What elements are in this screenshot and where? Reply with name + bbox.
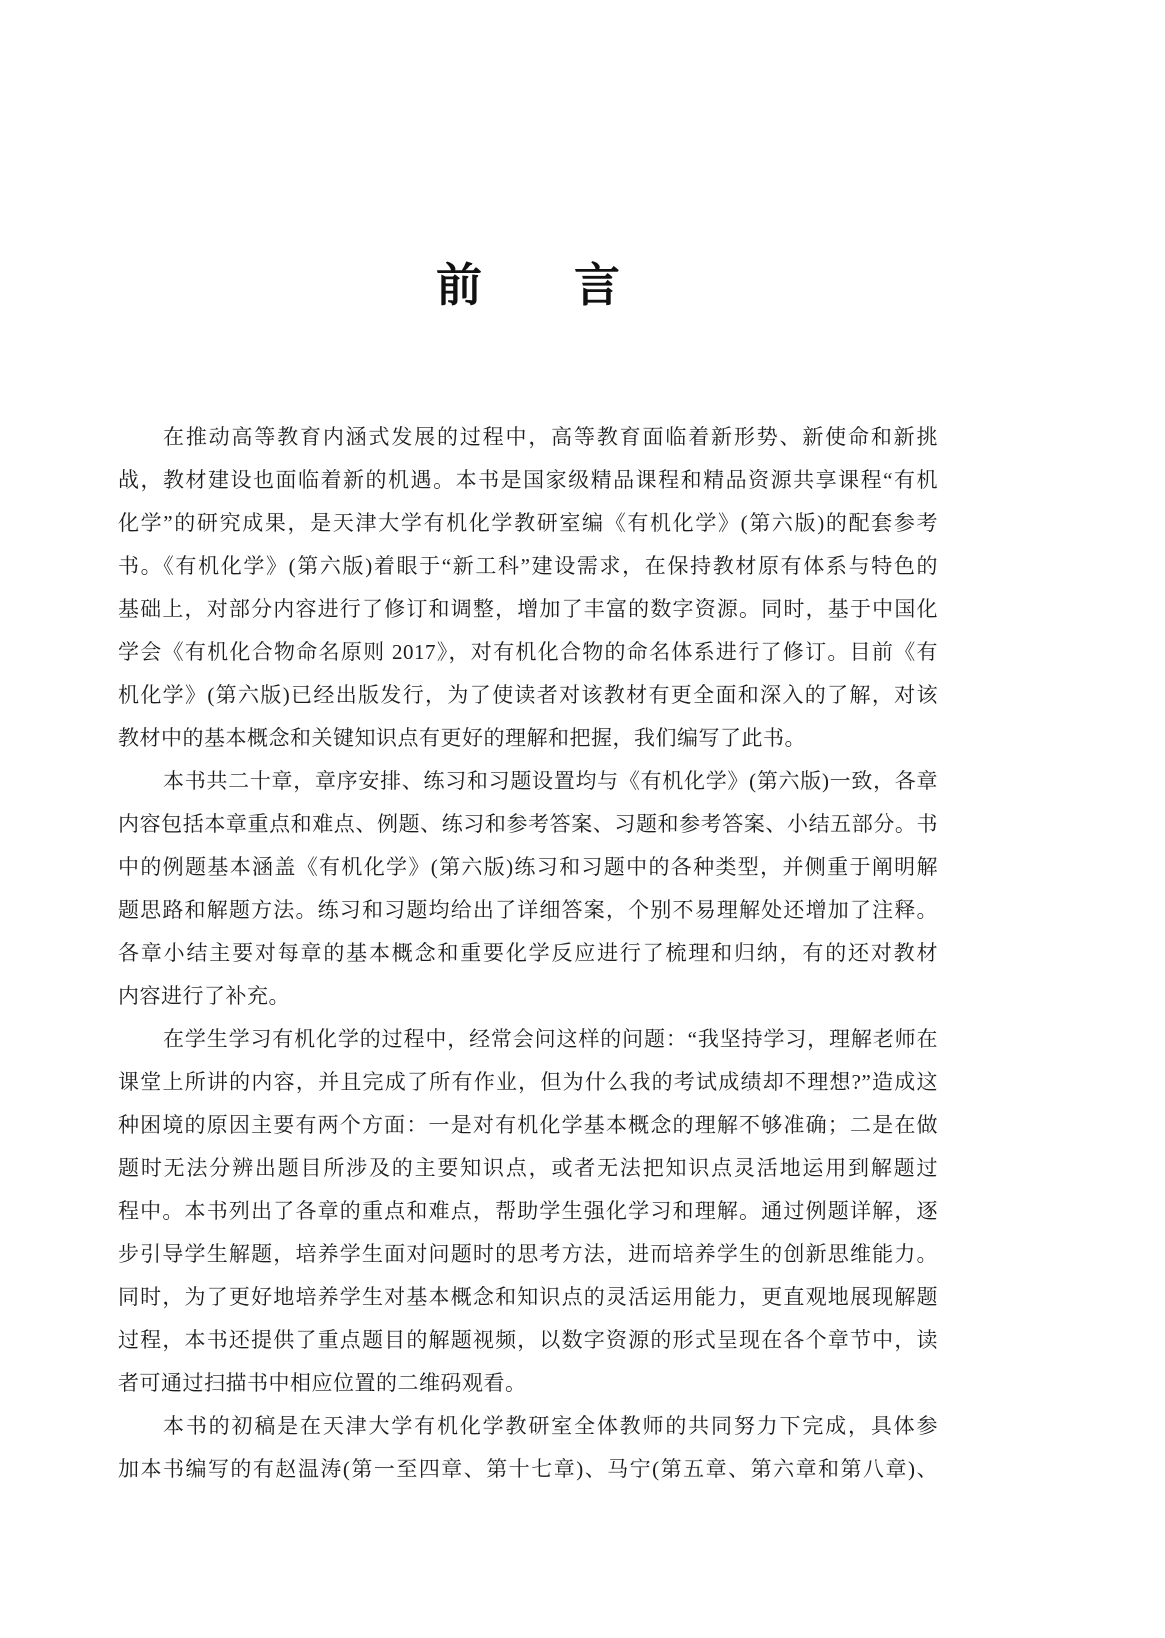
paragraph-3-line-6: 步引导学生解题，培养学生面对问题时的思考方法，进而培养学生的创新思维能力。 (118, 1242, 938, 1266)
paragraph-2-line-2: 内容包括本章重点和难点、例题、练习和参考答案、习题和参考答案、小结五部分。书 (118, 812, 938, 836)
paragraph-2-line-4: 题思路和解题方法。练习和习题均给出了详细答案，个别不易理解处还增加了注释。 (118, 898, 938, 922)
paragraph-1-line-4: 书。《有机化学》(第六版)着眼于“新工科”建设需求，在保持教材原有体系与特色的 (118, 554, 938, 578)
paragraph-3-line-7: 同时，为了更好地培养学生对基本概念和知识点的灵活运用能力，更直观地展现解题 (118, 1285, 938, 1309)
paragraph-2-line-3: 中的例题基本涵盖《有机化学》(第六版)练习和习题中的各种类型，并侧重于阐明解 (118, 855, 938, 879)
paragraph-1-line-5: 基础上，对部分内容进行了修订和调整，增加了丰富的数字资源。同时，基于中国化 (118, 597, 938, 621)
paragraph-4-line-2: 加本书编写的有赵温涛(第一至四章、第十七章)、马宁(第五章、第六章和第八章)、 (118, 1457, 938, 1481)
paragraph-3-line-1: 在学生学习有机化学的过程中，经常会问这样的问题：“我坚持学习，理解老师在 (163, 1027, 938, 1051)
paragraph-2-line-6: 内容进行了补充。 (118, 984, 290, 1008)
paragraph-4 (118, 1405, 938, 1491)
paragraph-1-line-8: 教材中的基本概念和关键知识点有更好的理解和把握，我们编写了此书。 (118, 726, 806, 750)
paragraph-3-line-2: 课堂上所讲的内容，并且完成了所有作业，但为什么我的考试成绩却不理想?”造成这 (118, 1070, 938, 1094)
paragraph-3-line-5: 程中。本书列出了各章的重点和难点，帮助学生强化学习和理解。通过例题详解，逐 (118, 1199, 938, 1223)
paragraph-1-line-1: 在推动高等教育内涵式发展的过程中，高等教育面临着新形势、新使命和新挑 (163, 425, 938, 449)
paragraph-1-line-7: 机化学》(第六版)已经出版发行，为了使读者对该教材有更全面和深入的了解，对该 (118, 683, 938, 707)
paragraph-3-line-8: 过程，本书还提供了重点题目的解题视频，以数字资源的形式呈现在各个章节中，读 (118, 1328, 938, 1352)
paragraph-3-line-3: 种困境的原因主要有两个方面：一是对有机化学基本概念的理解不够准确；二是在做 (118, 1113, 938, 1137)
paragraph-3-line-9: 者可通过扫描书中相应位置的二维码观看。 (118, 1371, 527, 1395)
paragraph-1 (118, 416, 938, 760)
paragraph-3-line-4: 题时无法分辨出题目所涉及的主要知识点，或者无法把知识点灵活地运用到解题过 (118, 1156, 938, 1180)
paragraph-2-line-1: 本书共二十章，章序安排、练习和习题设置均与《有机化学》(第六版)一致，各章 (163, 769, 938, 793)
page-title: 前 言 (436, 259, 620, 311)
paragraph-2 (118, 760, 938, 1018)
paragraph-2-line-5: 各章小结主要对每章的基本概念和重要化学反应进行了梳理和归纳，有的还对教材 (118, 941, 938, 965)
paragraph-4-line-1: 本书的初稿是在天津大学有机化学教研室全体教师的共同努力下完成，具体参 (163, 1414, 938, 1438)
paragraph-3 (118, 1018, 938, 1405)
paragraph-1-line-2: 战，教材建设也面临着新的机遇。本书是国家级精品课程和精品资源共享课程“有机 (118, 468, 938, 492)
preface-body (118, 416, 938, 1491)
paragraph-1-line-6: 学会《有机化合物命名原则 2017》，对有机化合物的命名体系进行了修订。目前《有 (118, 640, 938, 664)
paragraph-1-line-3: 化学”的研究成果，是天津大学有机化学教研室编《有机化学》(第六版)的配套参考 (118, 511, 938, 535)
